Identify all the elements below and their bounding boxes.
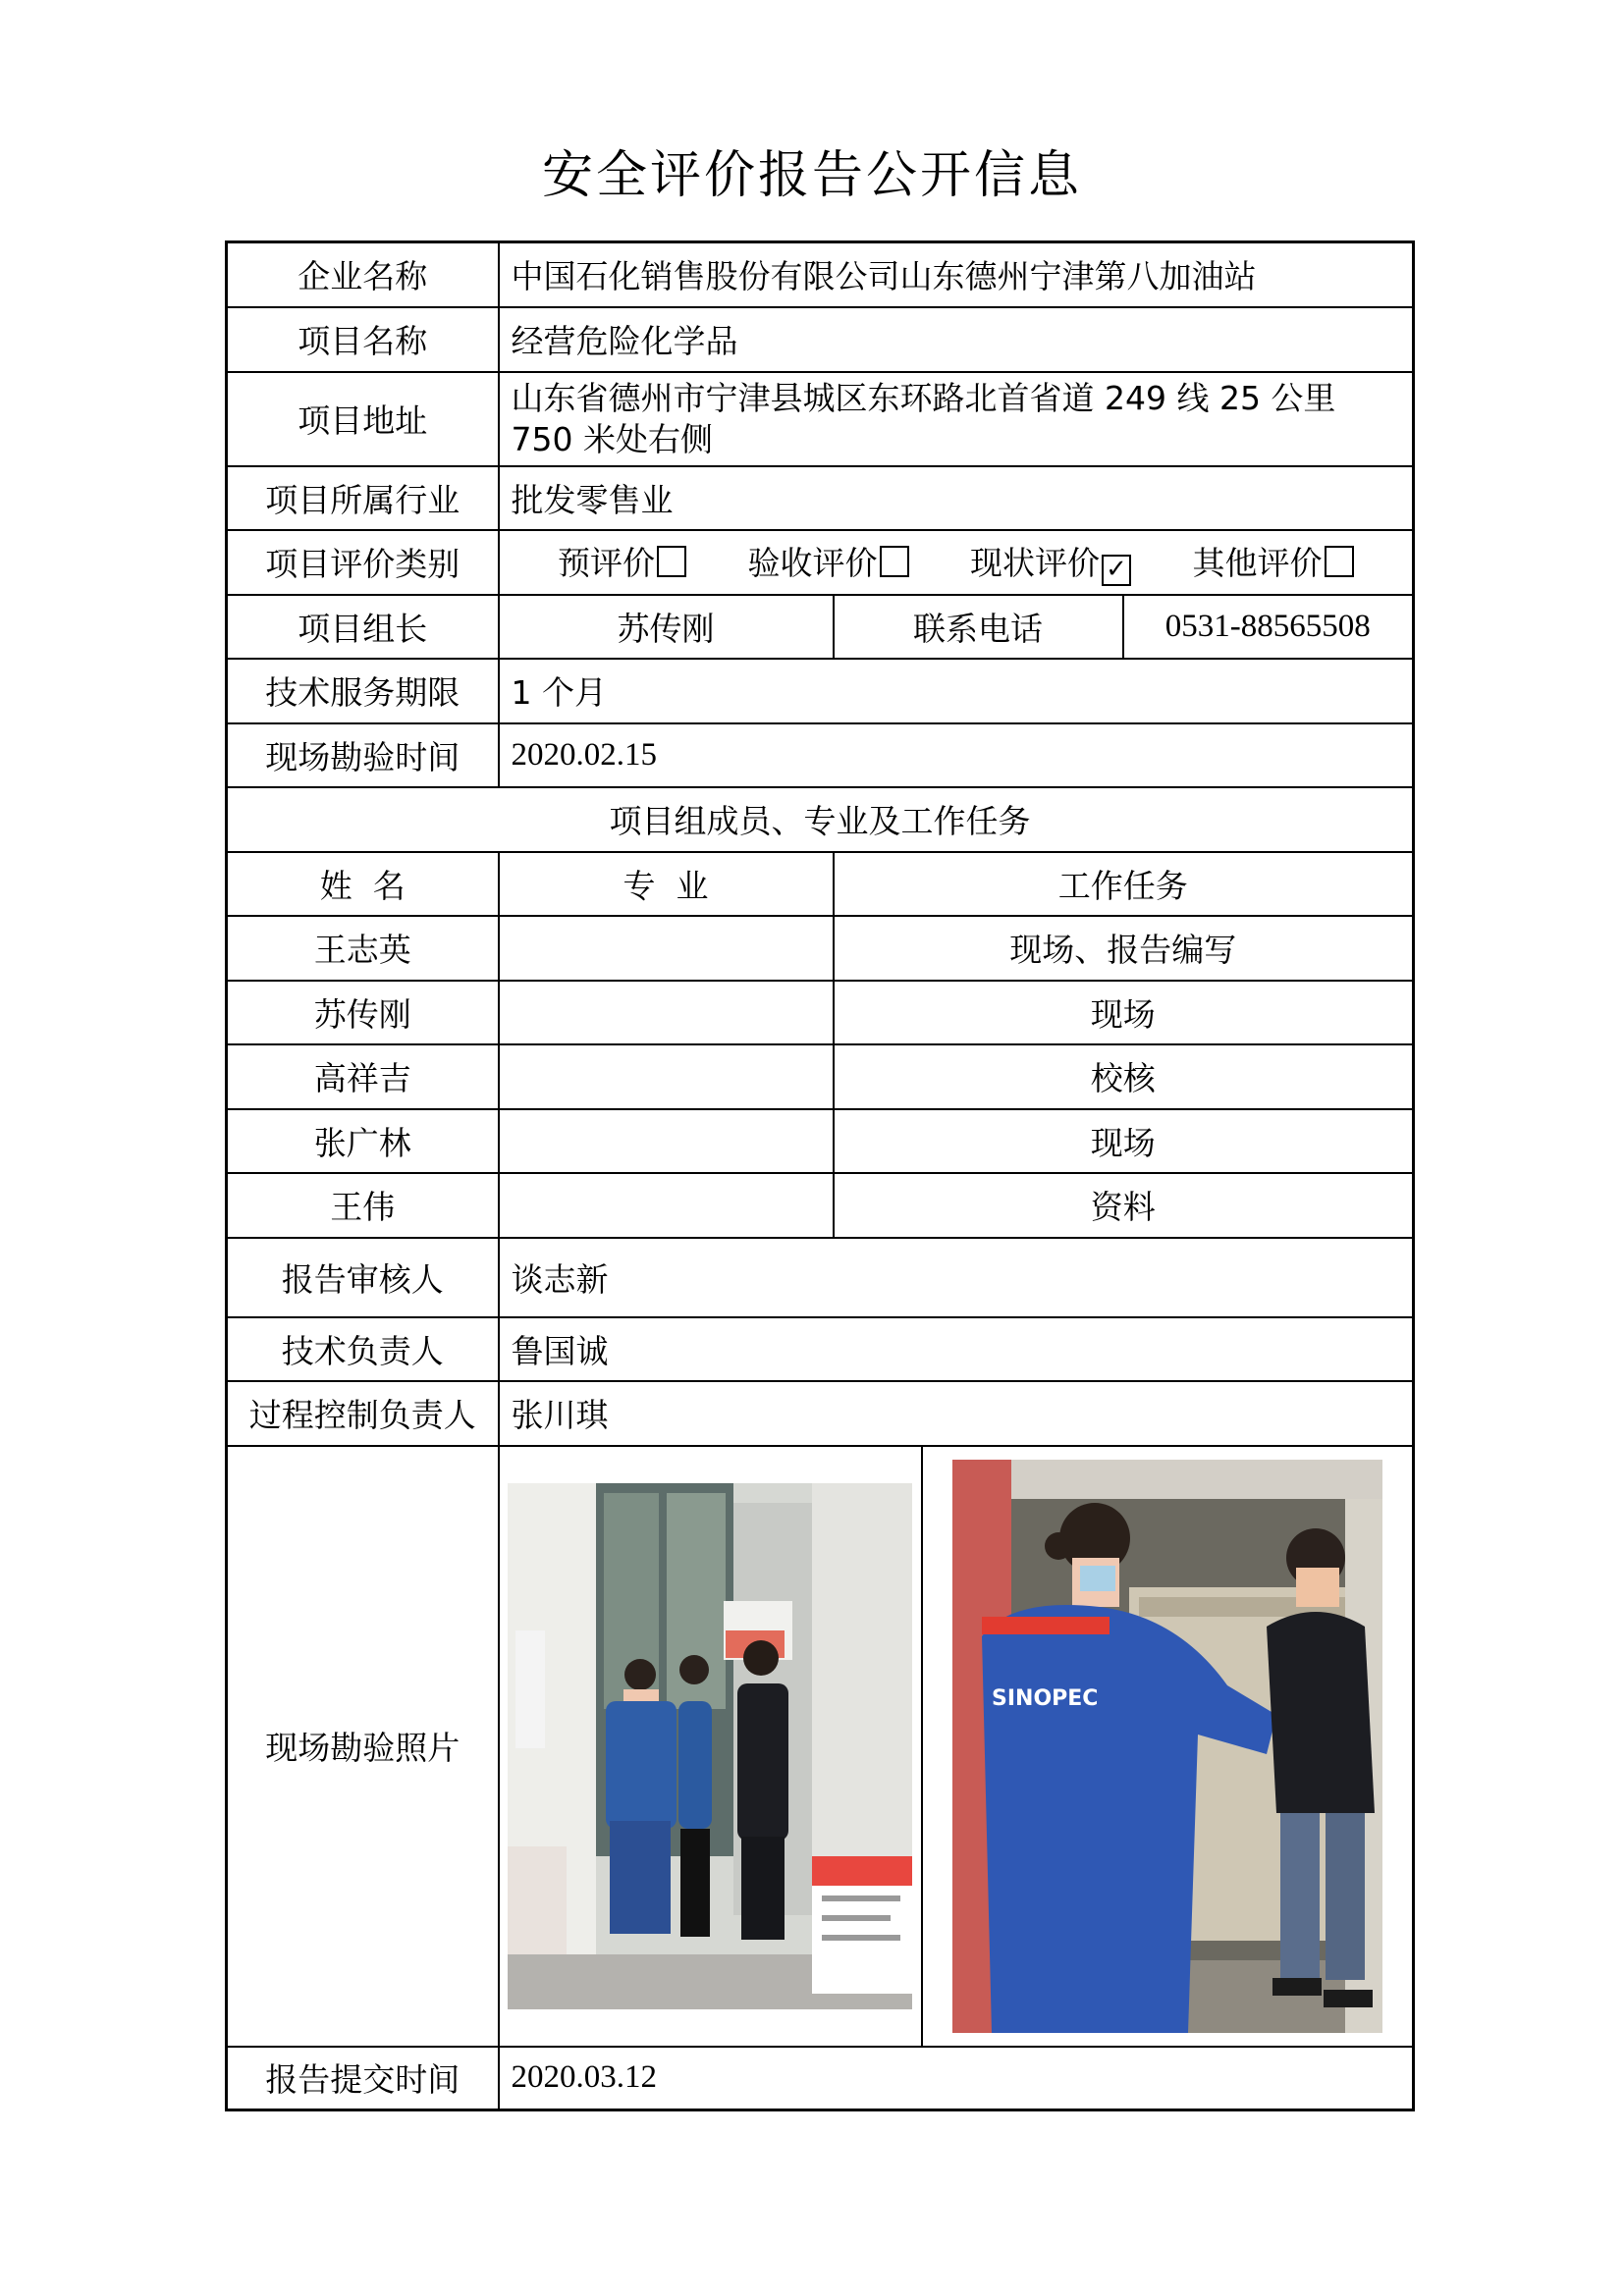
table-row bbox=[227, 916, 1414, 981]
member-major bbox=[499, 916, 834, 981]
row-eval-type bbox=[227, 530, 1414, 595]
member-major bbox=[499, 981, 834, 1044]
member-name: 苏传刚 bbox=[227, 981, 499, 1044]
row-project bbox=[227, 307, 1414, 372]
site-photo-inspection bbox=[952, 1460, 1382, 2033]
company-label: 企业名称 bbox=[227, 242, 499, 307]
row-period bbox=[227, 659, 1414, 723]
checkbox-pre[interactable] bbox=[657, 546, 686, 577]
header-major: 专 业 bbox=[499, 852, 834, 916]
report-info-table bbox=[225, 240, 1415, 2111]
phone-label: 联系电话 bbox=[834, 595, 1123, 659]
site-photo-entrance-image bbox=[508, 1483, 912, 2009]
row-tech-lead bbox=[227, 1317, 1414, 1381]
eval-type-options bbox=[499, 530, 1414, 595]
member-major bbox=[499, 1044, 834, 1109]
process-lead-label: 过程控制负责人 bbox=[227, 1381, 499, 1446]
leader-value: 苏传刚 bbox=[499, 595, 834, 659]
period-value: 1 个月 bbox=[499, 659, 1414, 723]
table-row bbox=[227, 1109, 1414, 1173]
row-members-heading bbox=[227, 787, 1414, 852]
member-task: 资料 bbox=[834, 1173, 1414, 1238]
row-process-lead bbox=[227, 1381, 1414, 1446]
member-task: 现场 bbox=[834, 981, 1414, 1044]
tech-lead-label: 技术负责人 bbox=[227, 1317, 499, 1381]
row-submit-date bbox=[227, 2047, 1414, 2110]
site-photo-inspection-image bbox=[952, 1460, 1382, 2033]
member-major bbox=[499, 1173, 834, 1238]
member-major bbox=[499, 1109, 834, 1173]
survey-date-label: 现场勘验时间 bbox=[227, 723, 499, 787]
reviewer-value: 谈志新 bbox=[499, 1238, 1414, 1317]
checkbox-acceptance[interactable] bbox=[880, 546, 909, 577]
site-photo-entrance bbox=[508, 1483, 912, 2009]
table-row bbox=[227, 1173, 1414, 1238]
eval-option-pre[interactable]: 预评价 bbox=[558, 538, 686, 584]
row-reviewer bbox=[227, 1238, 1414, 1317]
survey-date-value: 2020.02.15 bbox=[499, 723, 1414, 787]
page-title: 安全评价报告公开信息 bbox=[541, 146, 1082, 205]
table-row bbox=[227, 981, 1414, 1044]
address-label: 项目地址 bbox=[227, 372, 499, 466]
industry-label: 项目所属行业 bbox=[227, 466, 499, 530]
leader-label: 项目组长 bbox=[227, 595, 499, 659]
photo-cell-1 bbox=[499, 1446, 922, 2047]
member-task: 现场 bbox=[834, 1109, 1414, 1173]
company-value: 中国石化销售股份有限公司山东德州宁津第八加油站 bbox=[499, 242, 1414, 307]
period-label: 技术服务期限 bbox=[227, 659, 499, 723]
table-row bbox=[227, 1044, 1414, 1109]
tech-lead-value: 鲁国诚 bbox=[499, 1317, 1414, 1381]
project-label: 项目名称 bbox=[227, 307, 499, 372]
eval-option-other[interactable]: 其他评价 bbox=[1193, 538, 1354, 584]
photos-label: 现场勘验照片 bbox=[227, 1446, 499, 2047]
header-name: 姓 名 bbox=[227, 852, 499, 916]
process-lead-value: 张川琪 bbox=[499, 1381, 1414, 1446]
project-value: 经营危险化学品 bbox=[499, 307, 1414, 372]
eval-option-acceptance[interactable]: 验收评价 bbox=[748, 538, 909, 584]
row-company bbox=[227, 242, 1414, 307]
checkbox-current-checked[interactable]: ✓ bbox=[1102, 555, 1131, 586]
row-members-header bbox=[227, 852, 1414, 916]
eval-type-label: 项目评价类别 bbox=[227, 530, 499, 595]
member-name: 高祥吉 bbox=[227, 1044, 499, 1109]
checkbox-other[interactable] bbox=[1325, 546, 1354, 577]
member-name: 张广林 bbox=[227, 1109, 499, 1173]
member-task: 现场、报告编写 bbox=[834, 916, 1414, 981]
row-leader bbox=[227, 595, 1414, 659]
reviewer-label: 报告审核人 bbox=[227, 1238, 499, 1317]
member-name: 王志英 bbox=[227, 916, 499, 981]
submit-date-value: 2020.03.12 bbox=[499, 2047, 1414, 2110]
address-value: 山东省德州市宁津县城区东环路北首省道 249 线 25 公里 750 米处右侧 bbox=[499, 372, 1414, 466]
photo-cell-2 bbox=[922, 1446, 1414, 2047]
phone-value: 0531-88565508 bbox=[1123, 595, 1414, 659]
industry-value: 批发零售业 bbox=[499, 466, 1414, 530]
row-survey-date bbox=[227, 723, 1414, 787]
members-heading: 项目组成员、专业及工作任务 bbox=[227, 787, 1414, 852]
member-task: 校核 bbox=[834, 1044, 1414, 1109]
member-name: 王伟 bbox=[227, 1173, 499, 1238]
row-photos bbox=[227, 1446, 1414, 2047]
row-industry bbox=[227, 466, 1414, 530]
svg-text:SINOPEC: SINOPEC bbox=[991, 1685, 1099, 1711]
submit-date-label: 报告提交时间 bbox=[227, 2047, 499, 2110]
row-address bbox=[227, 372, 1414, 466]
header-task: 工作任务 bbox=[834, 852, 1414, 916]
eval-option-current[interactable]: 现状评价 ✓ bbox=[970, 538, 1131, 586]
